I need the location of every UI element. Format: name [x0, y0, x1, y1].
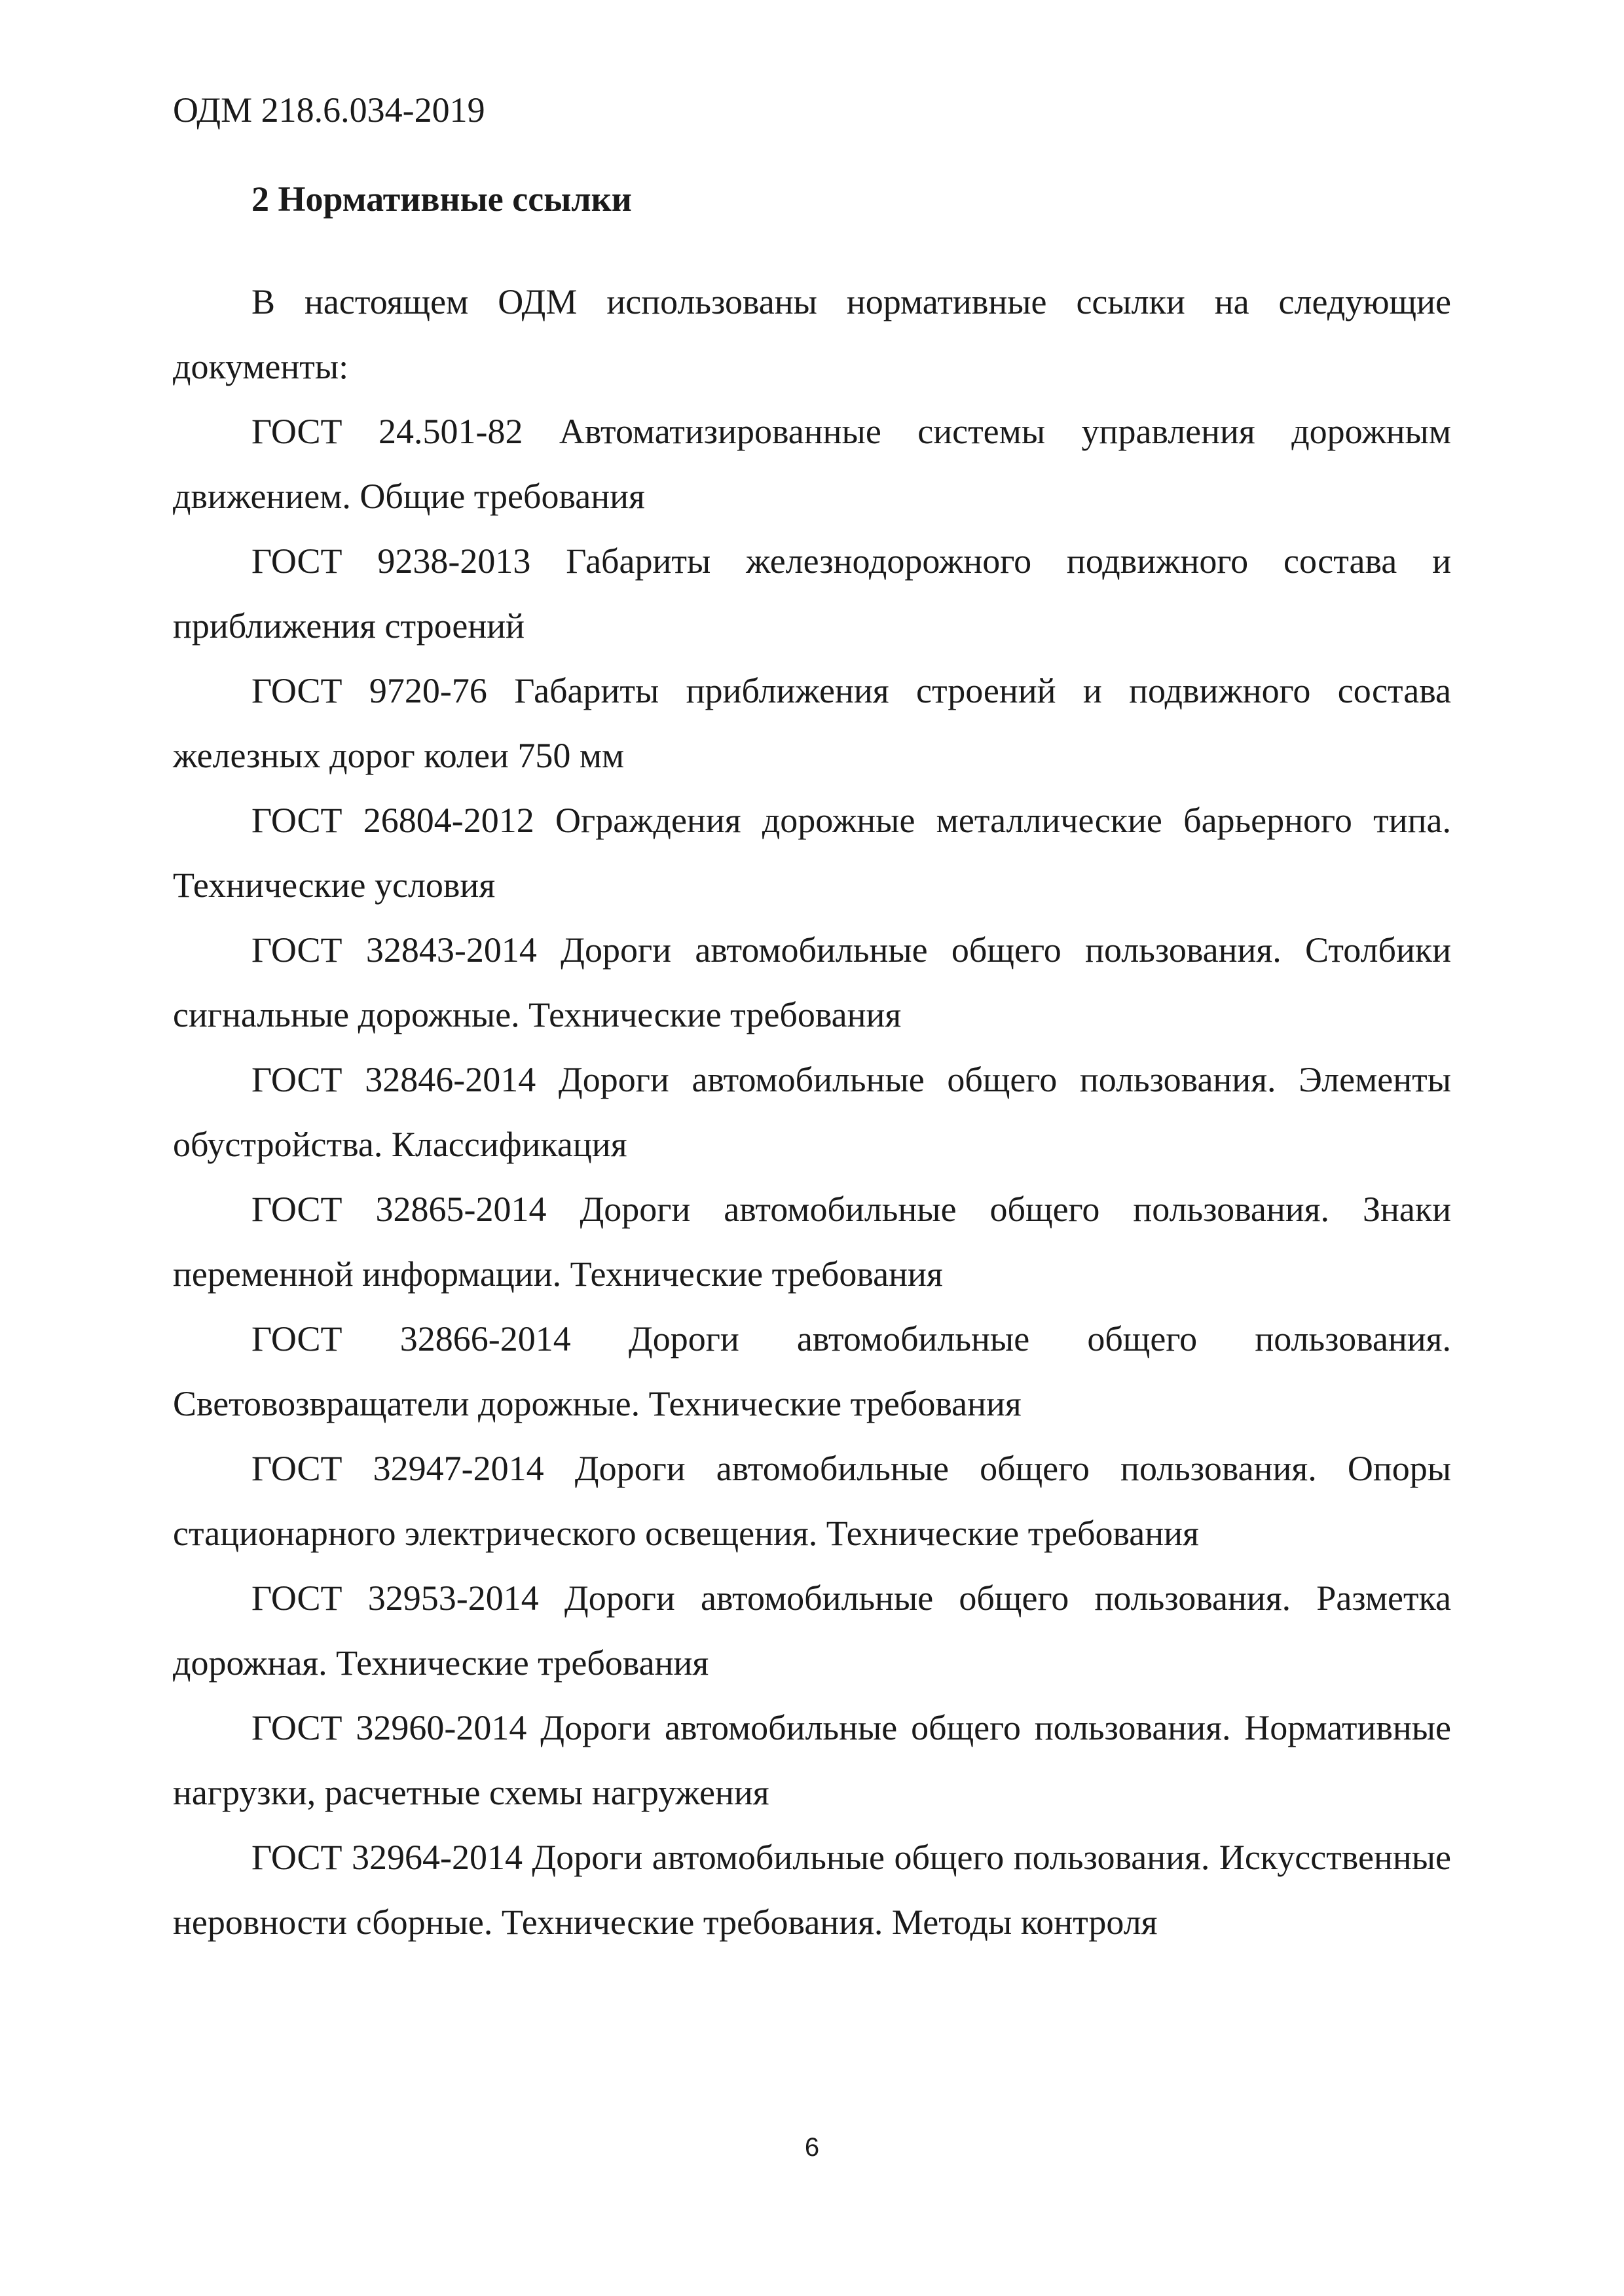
references-list — [173, 270, 1451, 1955]
reference-item: ГОСТ 32865-2014 Дороги автомобильные общего пользования. Знаки переменной информации. Технические требования — [173, 1190, 1451, 1294]
document-code: ОДМ 218.6.034-2019 — [173, 90, 485, 130]
section-title: 2 Нормативные ссылки — [251, 179, 632, 219]
reference-item: ГОСТ 24.501-82 Автоматизированные системы управления дорожным движением. Общие требования — [173, 412, 1451, 516]
reference-item: ГОСТ 32846-2014 Дороги автомобильные общего пользования. Элементы обустройства. Классификация — [173, 1060, 1451, 1164]
reference-item: ГОСТ 32843-2014 Дороги автомобильные общего пользования. Столбики сигнальные дорожные. Технические требования — [173, 930, 1451, 1034]
reference-item: ГОСТ 32960-2014 Дороги автомобильные общего пользования. Нормативные нагрузки, расчетные схемы нагружения — [173, 1708, 1451, 1812]
reference-item: ГОСТ 9238-2013 Габариты железнодорожного подвижного состава и приближения строений — [173, 541, 1451, 646]
page-number: 6 — [804, 2133, 820, 2162]
reference-item: ГОСТ 32947-2014 Дороги автомобильные общего пользования. Опоры стационарного электрического освещения. Технические требования — [173, 1449, 1451, 1553]
reference-item: ГОСТ 32866-2014 Дороги автомобильные общего пользования. Световозвращатели дорожные. Технические требования — [173, 1319, 1451, 1423]
reference-item: ГОСТ 32964-2014 Дороги автомобильные общего пользования. Искусственные неровности сборные. Технические требования. Методы контроля — [173, 1838, 1451, 1942]
reference-item: ГОСТ 32953-2014 Дороги автомобильные общего пользования. Разметка дорожная. Технические требования — [173, 1578, 1451, 1683]
intro-paragraph: В настоящем ОДМ использованы нормативные ссылки на следующие документы: — [173, 282, 1451, 386]
reference-item: ГОСТ 26804-2012 Ограждения дорожные металлические барьерного типа. Технические условия — [173, 801, 1451, 905]
reference-item: ГОСТ 9720-76 Габариты приближения строений и подвижного состава железных дорог колеи 750 мм — [173, 671, 1451, 775]
